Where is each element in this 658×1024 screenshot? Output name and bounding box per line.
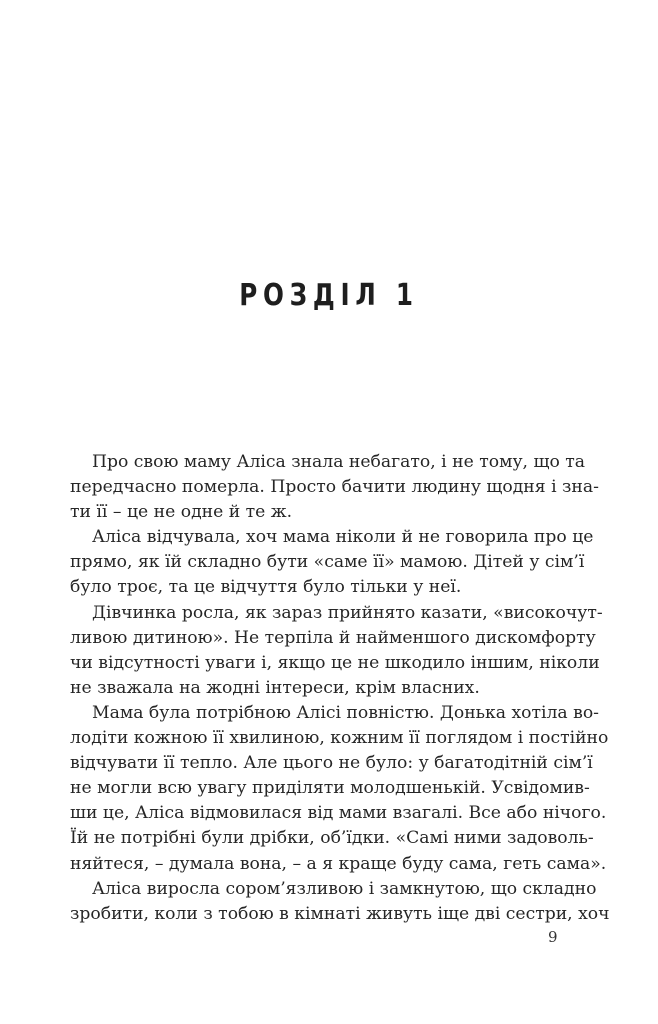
page-number: 9 [548, 928, 558, 946]
paragraph [70, 450, 599, 525]
text-line: Мама була потрібною Алісі повністю. Донька хотіла во- [92, 702, 599, 723]
text-line: няйтеся, – думала вона, – а я краще буду сама, геть сама». [70, 853, 607, 874]
text-line: було троє, та це відчуття було тільки у неї. [70, 577, 462, 598]
paragraph [70, 525, 594, 600]
text-line: Аліса виросла сором’язливою і замкнутою, що складно [92, 878, 597, 899]
text-line: чи відсутності уваги і, якщо це не шкодило іншим, ніколи [70, 652, 600, 673]
paragraph [70, 601, 603, 701]
text-line: ти її – це не одне й те ж. [70, 502, 293, 523]
text-line: передчасно померла. Просто бачити людину щодня і зна- [70, 477, 599, 498]
text-line: зробити, коли з тобою в кімнаті живуть іще дві сестри, хоч [70, 903, 610, 924]
text-line: ливою дитиною». Не терпіла й найменшого дискомфорту [70, 627, 596, 648]
text-line: прямо, як їй складно бути «саме її» мамою. Дітей у сім’ї [70, 552, 585, 573]
text-line: Аліса відчувала, хоч мама ніколи й не говорила про це [92, 527, 594, 548]
text-line: відчувати її тепло. Але цього не було: у багатодітній сім’ї [70, 753, 593, 774]
chapter-title: РОЗДІЛ 1 [239, 278, 419, 313]
text-line: не могли всю увагу приділяти молодшенькій. Усвідомив- [70, 778, 590, 799]
paragraph [70, 877, 610, 927]
text-line: Про свою маму Аліса знала небагато, і не тому, що та [92, 452, 586, 472]
text-line: лодіти кожною її хвилиною, кожним її поглядом і постійно [70, 728, 609, 749]
paragraph [70, 701, 609, 877]
text-line: Дівчинка росла, як зараз прийнято казати, «високочут- [92, 602, 603, 623]
text-line: Їй не потрібні були дрібки, об’їдки. «Самі ними задоволь- [70, 828, 594, 849]
text-line: ши це, Аліса відмовилася від мами взагалі. Все або нічого. [70, 803, 607, 824]
body-text [70, 450, 610, 927]
text-line: не зважала на жодні інтереси, крім власних. [70, 677, 480, 698]
